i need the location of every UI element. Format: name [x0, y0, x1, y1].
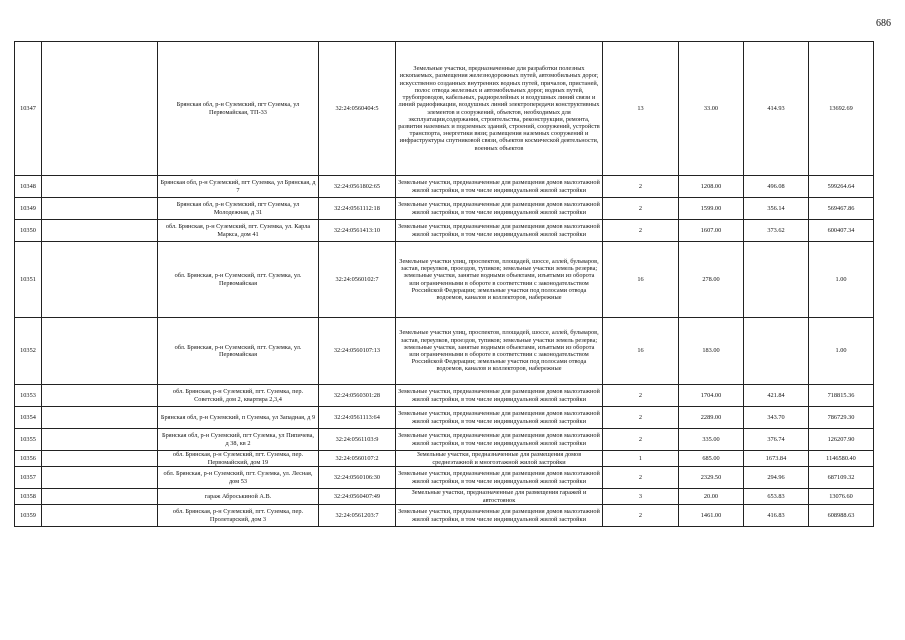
group-cell: 16: [603, 242, 679, 318]
cadastral-number-cell: 32:24:0560102:7: [319, 242, 396, 318]
land-use-cell: Земельные участки, предназначенные для размещения домов малоэтажной жилой застройки, в том числе индивидуальной жилой застройки: [396, 429, 603, 451]
land-use-cell: Земельные участки, предназначенные для размещения домов малоэтажной жилой застройки, в том числе индивидуальной жилой застройки: [396, 385, 603, 407]
row-spacer: [42, 451, 158, 467]
value-cell: 786729.30: [809, 407, 874, 429]
rate-cell: 376.74: [744, 429, 809, 451]
cadastral-number-cell: 32:24:0561413:10: [319, 220, 396, 242]
table-row: [15, 242, 874, 318]
table-row: [15, 42, 874, 176]
rate-cell: 421.84: [744, 385, 809, 407]
row-spacer: [42, 407, 158, 429]
row-number: 10357: [15, 467, 42, 489]
row-spacer: [42, 429, 158, 451]
row-spacer: [42, 176, 158, 198]
cadastral-number-cell: 32:24:0560106:30: [319, 467, 396, 489]
address-cell: Брянская обл, р-н Суземский, п Суземка, ул Западная, д 9: [158, 407, 319, 429]
group-cell: 2: [603, 385, 679, 407]
group-cell: 2: [603, 198, 679, 220]
group-cell: 2: [603, 407, 679, 429]
address-cell: Брянская обл, р-н Суземский, пгт Суземка, ул Первомайская, ТП-33: [158, 42, 319, 176]
table-row: [15, 451, 874, 467]
row-number: 10352: [15, 318, 42, 385]
land-use-cell: Земельные участки улиц, проспектов, площадей, шоссе, аллей, бульваров, застав, переулков, проездов, тупиков; земельные участки земель резерва; земельные участки, занятые водными объектами, изъятыми из оборота или ограниченными в обороте в соответствии с законодательством Российской Федерации; земельные участки под полосами отвода водоемов, каналов и коллекторов, набережные: [396, 318, 603, 385]
area-cell: 1607.00: [679, 220, 744, 242]
row-number: 10355: [15, 429, 42, 451]
address-cell: обл. Брянская, р-н Суземский, пгт. Суземка, ул. Первомайская: [158, 242, 319, 318]
land-use-cell: Земельные участки, предназначенные для размещения домов малоэтажной жилой застройки, в том числе индивидуальной жилой застройки: [396, 220, 603, 242]
table-row: [15, 176, 874, 198]
area-cell: 1704.00: [679, 385, 744, 407]
value-cell: 1.00: [809, 318, 874, 385]
land-use-cell: Земельные участки, предназначенные для размещения домов малоэтажной жилой застройки, в том числе индивидуальной жилой застройки: [396, 407, 603, 429]
cadastral-number-cell: 32:24:0561802:65: [319, 176, 396, 198]
value-cell: 718815.36: [809, 385, 874, 407]
row-spacer: [42, 42, 158, 176]
area-cell: 1208.00: [679, 176, 744, 198]
value-cell: 126207.90: [809, 429, 874, 451]
row-spacer: [42, 467, 158, 489]
value-cell: 13692.69: [809, 42, 874, 176]
rate-cell: 653.83: [744, 489, 809, 505]
table-row: [15, 385, 874, 407]
value-cell: 599264.64: [809, 176, 874, 198]
group-cell: 13: [603, 42, 679, 176]
value-cell: 687109.32: [809, 467, 874, 489]
area-cell: 278.00: [679, 242, 744, 318]
page-number: 686: [876, 18, 891, 29]
group-cell: 3: [603, 489, 679, 505]
land-use-cell: Земельные участки, предназначенные для размещения домов малоэтажной жилой застройки, в том числе индивидуальной жилой застройки: [396, 198, 603, 220]
row-number: 10353: [15, 385, 42, 407]
table-row: [15, 467, 874, 489]
table-row: [15, 198, 874, 220]
land-use-cell: Земельные участки, предназначенные для размещения домов малоэтажной жилой застройки, в том числе индивидуальной жилой застройки: [396, 505, 603, 527]
area-cell: 33.00: [679, 42, 744, 176]
cadastral-number-cell: 32:24:0561203:7: [319, 505, 396, 527]
row-number: 10349: [15, 198, 42, 220]
area-cell: 2329.50: [679, 467, 744, 489]
value-cell: 600407.34: [809, 220, 874, 242]
cadastral-number-cell: 32:24:0561103:9: [319, 429, 396, 451]
row-spacer: [42, 242, 158, 318]
land-use-cell: Земельные участки улиц, проспектов, площадей, шоссе, аллей, бульваров, застав, переулков, проездов, тупиков; земельные участки земель резерва; земельные участки, занятые водными объектами, изъятыми из оборота или ограниченными в обороте в соответствии с законодательством Российской Федерации; земельные участки под полосами отвода водоемов, каналов и коллекторов, набережные: [396, 242, 603, 318]
value-cell: 13076.60: [809, 489, 874, 505]
address-cell: Брянская обл, р-н Суземский, пгт Суземка, ул Молодежная, д 31: [158, 198, 319, 220]
row-number: 10348: [15, 176, 42, 198]
table-row: [15, 429, 874, 451]
value-cell: 569467.86: [809, 198, 874, 220]
rate-cell: 343.70: [744, 407, 809, 429]
value-cell: 1146580.40: [809, 451, 874, 467]
cadastral-number-cell: 32:24:0561113:64: [319, 407, 396, 429]
row-spacer: [42, 385, 158, 407]
land-use-cell: Земельные участки, предназначенные для разработки полезных ископаемых, размещения железнодорожных путей, автомобильных дорог, искусственно созданных внутренних водных путей, причалов, пристаней, полос отвода железных и автомобильных дорог, водных путей, трубопроводов, кабельных, радиорелейных и воздушных линий связи и линий радиофикации, воздушных линий электропередачи конструктивных элементов и сооружений, объектов, необходимых для эксплуатации,содержания, строительства, реконструкции, ремонта, развития наземных и подземных зданий, строений, сооружений, устройств транспорта, энергетики вязи; размещения наземных сооружений и инфраструктуры спутниковой связи, объектов космической деятельности, военных объектов: [396, 42, 603, 176]
address-cell: обл. Брянская, р-н Суземский, пгт. Суземка, пер. Первомайский, дом 19: [158, 451, 319, 467]
land-use-cell: Земельные участки, предназначенные для размещения домов среднеэтажной и многоэтажной жилой застройки: [396, 451, 603, 467]
area-cell: 685.00: [679, 451, 744, 467]
area-cell: 20.00: [679, 489, 744, 505]
address-cell: обл. Брянская, р-н Суземский, пгт. Суземка, ул. Карла Маркса, дом 41: [158, 220, 319, 242]
cadastral-number-cell: 32:24:0560107:2: [319, 451, 396, 467]
table-row: [15, 505, 874, 527]
rate-cell: [744, 242, 809, 318]
rate-cell: 373.62: [744, 220, 809, 242]
area-cell: 1461.00: [679, 505, 744, 527]
land-use-cell: Земельные участки, предназначенные для размещения домов малоэтажной жилой застройки, в том числе индивидуальной жилой застройки: [396, 467, 603, 489]
group-cell: 2: [603, 429, 679, 451]
rate-cell: 414.93: [744, 42, 809, 176]
land-use-cell: Земельные участки, предназначенные для размещения гаражей и автостоянок: [396, 489, 603, 505]
address-cell: гараж Аброськиной А.В.: [158, 489, 319, 505]
area-cell: 2289.00: [679, 407, 744, 429]
cadastral-number-cell: 32:24:0560407:49: [319, 489, 396, 505]
group-cell: 2: [603, 505, 679, 527]
row-number: 10359: [15, 505, 42, 527]
row-spacer: [42, 198, 158, 220]
row-number: 10347: [15, 42, 42, 176]
row-number: 10354: [15, 407, 42, 429]
rate-cell: 496.08: [744, 176, 809, 198]
table-row: [15, 407, 874, 429]
address-cell: Брянская обл, р-н Суземский, пгт Суземка, ул Брянская, д 7: [158, 176, 319, 198]
group-cell: 16: [603, 318, 679, 385]
group-cell: 2: [603, 220, 679, 242]
cadastral-number-cell: 32:24:0560107:13: [319, 318, 396, 385]
table-row: [15, 318, 874, 385]
area-cell: 335.00: [679, 429, 744, 451]
area-cell: 183.00: [679, 318, 744, 385]
area-cell: 1599.00: [679, 198, 744, 220]
rate-cell: [744, 318, 809, 385]
value-cell: 1.00: [809, 242, 874, 318]
row-spacer: [42, 220, 158, 242]
row-number: 10351: [15, 242, 42, 318]
row-spacer: [42, 505, 158, 527]
group-cell: 1: [603, 451, 679, 467]
table-row: [15, 489, 874, 505]
cadastral-number-cell: 32:24:0561112:18: [319, 198, 396, 220]
land-use-cell: Земельные участки, предназначенные для размещения домов малоэтажной жилой застройки, в том числе индивидуальной жилой застройки: [396, 176, 603, 198]
cadastral-number-cell: 32:24:0560301:28: [319, 385, 396, 407]
rate-cell: 416.83: [744, 505, 809, 527]
row-number: 10350: [15, 220, 42, 242]
cadastral-value-table: [14, 41, 874, 527]
rate-cell: 356.14: [744, 198, 809, 220]
group-cell: 2: [603, 467, 679, 489]
row-spacer: [42, 318, 158, 385]
value-cell: 608988.63: [809, 505, 874, 527]
row-number: 10358: [15, 489, 42, 505]
address-cell: обл. Брянская, р-н Суземский, пгт. Суземка, пер. Пролетарский, дом 3: [158, 505, 319, 527]
address-cell: Брянская обл, р-н Суземский, пгт Суземка, ул Пипичева, д 38, кв 2: [158, 429, 319, 451]
address-cell: обл. Брянская, р-н Суземский, пгт. Суземка, ул. Первомайская: [158, 318, 319, 385]
cadastral-number-cell: 32:24:0560404:5: [319, 42, 396, 176]
rate-cell: 294.96: [744, 467, 809, 489]
table-row: [15, 220, 874, 242]
row-number: 10356: [15, 451, 42, 467]
address-cell: обл. Брянская, р-н Суземский, пгт. Суземка, ул. Лесная, дом 53: [158, 467, 319, 489]
rate-cell: 1673.84: [744, 451, 809, 467]
row-spacer: [42, 489, 158, 505]
group-cell: 2: [603, 176, 679, 198]
address-cell: обл. Брянская, р-н Суземский, пгт. Суземка, пер. Советский, дом 2, квартира 2,3,4: [158, 385, 319, 407]
